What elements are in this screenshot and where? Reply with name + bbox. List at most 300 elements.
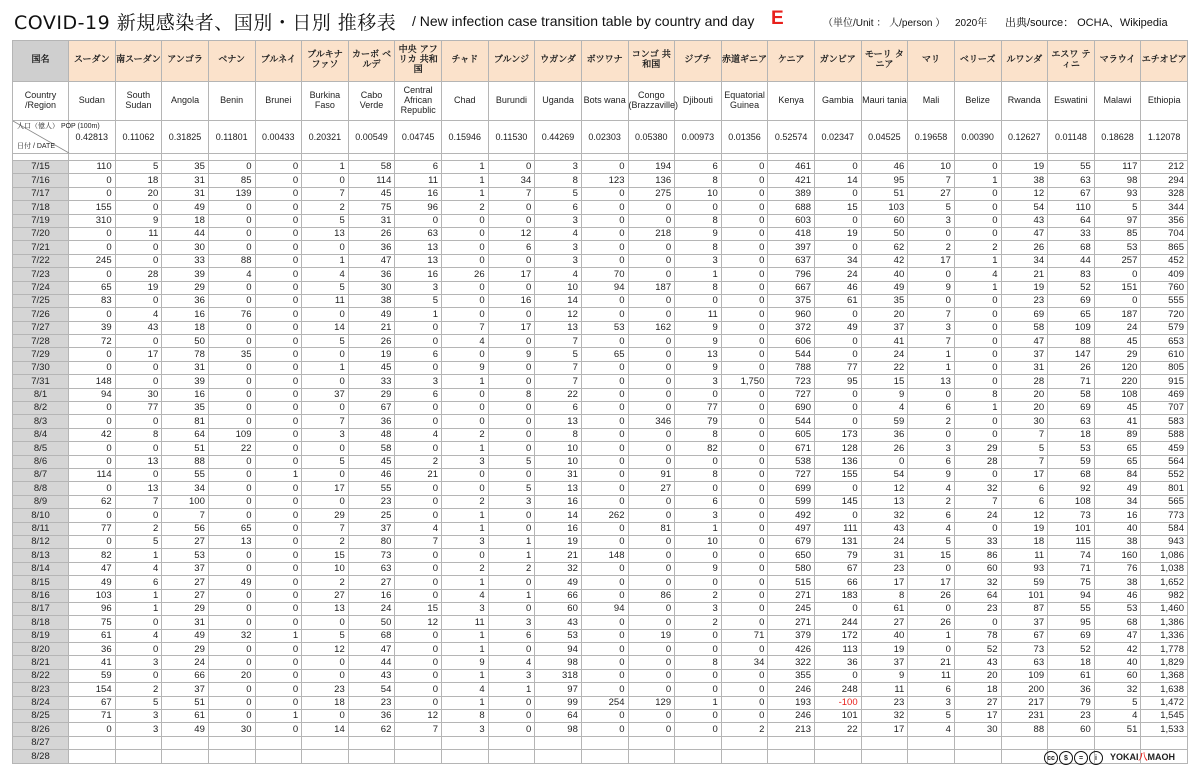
table-row (13, 736, 1188, 749)
population-23: 1.12078 (1141, 121, 1188, 154)
value-cell: 0 (115, 361, 162, 374)
value-cell: 0 (815, 308, 862, 321)
date-cell: 7/20 (13, 227, 69, 240)
value-cell: 9 (115, 214, 162, 227)
value-cell: 0 (628, 241, 675, 254)
value-cell: 0 (255, 428, 302, 441)
value-cell: 0 (675, 576, 722, 589)
value-cell: 0 (581, 522, 628, 535)
value-cell: 7 (302, 415, 349, 428)
value-cell: 271 (768, 589, 815, 602)
value-cell: 0 (488, 442, 535, 455)
value-cell: 0 (628, 308, 675, 321)
value-cell: 65 (69, 281, 116, 294)
value-cell: 0 (721, 187, 768, 200)
value-cell: 0 (69, 308, 116, 321)
value-cell: 13 (302, 602, 349, 615)
value-cell: 0 (628, 214, 675, 227)
value-cell: 36 (162, 294, 209, 307)
value-cell: 18 (1048, 428, 1095, 441)
value-cell: 0 (908, 562, 955, 575)
table-row (13, 442, 1188, 455)
value-cell: 136 (815, 455, 862, 468)
value-cell: 0 (255, 308, 302, 321)
value-cell: 71 (69, 710, 116, 723)
value-cell: 0 (721, 710, 768, 723)
value-cell: 23 (1048, 710, 1095, 723)
value-cell (162, 750, 209, 763)
value-cell (395, 736, 442, 749)
value-cell: 96 (395, 201, 442, 214)
value-cell: 101 (815, 710, 862, 723)
value-cell: 13 (302, 227, 349, 240)
value-cell: 24 (861, 348, 908, 361)
value-cell (208, 736, 255, 749)
date-cell: 8/19 (13, 629, 69, 642)
value-cell: 20 (115, 187, 162, 200)
value-cell: 17 (1001, 468, 1048, 481)
value-cell: 64 (1048, 214, 1095, 227)
value-cell: 0 (628, 428, 675, 441)
value-cell: 0 (581, 562, 628, 575)
value-cell: 18 (954, 683, 1001, 696)
table-row (13, 455, 1188, 468)
value-cell: 0 (954, 335, 1001, 348)
value-cell: 0 (675, 201, 722, 214)
value-cell: 79 (815, 549, 862, 562)
value-cell: 5 (535, 348, 582, 361)
value-cell: 0 (69, 723, 116, 736)
value-cell: 23 (348, 495, 395, 508)
value-cell: 49 (69, 576, 116, 589)
value-cell: 94 (581, 602, 628, 615)
value-cell: 0 (395, 576, 442, 589)
value-cell: 0 (395, 509, 442, 522)
value-cell (255, 736, 302, 749)
value-cell: 31 (162, 174, 209, 187)
value-cell (954, 750, 1001, 763)
value-cell: 15 (815, 201, 862, 214)
value-cell: 4 (115, 562, 162, 575)
date-cell: 7/26 (13, 308, 69, 321)
country-en-6: Cabo Verde (348, 82, 395, 121)
value-cell: 11 (302, 294, 349, 307)
value-cell: 0 (255, 174, 302, 187)
population-17: 0.04525 (861, 121, 908, 154)
value-cell: 32 (535, 562, 582, 575)
value-cell: 24 (861, 535, 908, 548)
population-row (13, 121, 1188, 154)
value-cell: 18 (162, 214, 209, 227)
value-cell: 44 (348, 656, 395, 669)
value-cell: 650 (768, 549, 815, 562)
value-cell: 3 (675, 602, 722, 615)
date-cell: 8/4 (13, 428, 69, 441)
value-cell (908, 750, 955, 763)
page-title-english: / New infection case transition table by country and day (412, 13, 755, 29)
value-cell: 0 (628, 442, 675, 455)
country-en-11: Bots wana (581, 82, 628, 121)
value-cell: 38 (1001, 174, 1048, 187)
value-cell: 19 (1001, 281, 1048, 294)
value-cell: 220 (1094, 375, 1141, 388)
date-cell: 8/6 (13, 455, 69, 468)
value-cell: 11 (395, 174, 442, 187)
value-cell: 565 (1141, 495, 1188, 508)
value-cell: 31 (861, 549, 908, 562)
value-cell: 0 (69, 455, 116, 468)
value-cell: 0 (255, 321, 302, 334)
value-cell: 47 (1001, 227, 1048, 240)
value-cell: 246 (768, 683, 815, 696)
value-cell: 0 (628, 683, 675, 696)
value-cell: 12 (395, 616, 442, 629)
value-cell: 0 (954, 187, 1001, 200)
value-cell: 0 (208, 415, 255, 428)
value-cell: 50 (348, 616, 395, 629)
value-cell: 0 (255, 669, 302, 682)
value-cell: 81 (162, 415, 209, 428)
country-en-18: Mali (908, 82, 955, 121)
value-cell: 18 (162, 321, 209, 334)
value-cell: 1 (255, 468, 302, 481)
value-cell: 271 (768, 616, 815, 629)
value-cell (1001, 750, 1048, 763)
value-cell: 28 (954, 455, 1001, 468)
country-jp-3: ベナン (208, 41, 255, 82)
value-cell: 2 (302, 201, 349, 214)
value-cell: 96 (69, 602, 116, 615)
value-cell: 0 (395, 214, 442, 227)
value-cell: 1 (442, 696, 489, 709)
value-cell: 194 (628, 161, 675, 174)
value-cell: 0 (908, 428, 955, 441)
value-cell: 39 (162, 375, 209, 388)
value-cell: 0 (302, 616, 349, 629)
value-cell: 0 (628, 294, 675, 307)
value-cell: 58 (348, 442, 395, 455)
value-cell: 915 (1141, 375, 1188, 388)
value-cell: 78 (954, 629, 1001, 642)
value-cell: 5 (1094, 696, 1141, 709)
value-cell: 7 (302, 522, 349, 535)
value-cell: 27 (302, 589, 349, 602)
value-cell: 38 (1094, 535, 1141, 548)
value-cell: 76 (208, 308, 255, 321)
value-cell: 193 (768, 696, 815, 709)
value-cell: 699 (768, 482, 815, 495)
value-cell: 0 (488, 428, 535, 441)
value-cell: 8 (675, 656, 722, 669)
value-cell: 17 (302, 482, 349, 495)
date-cell: 8/11 (13, 522, 69, 535)
value-cell: 21 (1001, 268, 1048, 281)
country-en-2: Angola (162, 82, 209, 121)
value-cell: 2 (488, 562, 535, 575)
value-cell: 52 (954, 643, 1001, 656)
value-cell: -100 (815, 696, 862, 709)
value-cell: 7 (908, 335, 955, 348)
value-cell: 0 (302, 241, 349, 254)
value-cell: 6 (535, 201, 582, 214)
value-cell: 603 (768, 214, 815, 227)
value-cell: 35 (162, 161, 209, 174)
value-cell: 244 (815, 616, 862, 629)
value-cell: 0 (581, 535, 628, 548)
value-cell: 4 (442, 683, 489, 696)
value-cell (861, 750, 908, 763)
value-cell: 0 (395, 696, 442, 709)
value-cell: 2 (954, 241, 1001, 254)
value-cell: 0 (255, 214, 302, 227)
value-cell: 245 (768, 602, 815, 615)
population-16: 0.02347 (815, 121, 862, 154)
value-cell: 310 (69, 214, 116, 227)
value-cell: 0 (255, 402, 302, 415)
value-cell: 86 (628, 589, 675, 602)
value-cell: 5 (395, 294, 442, 307)
value-cell: 0 (628, 268, 675, 281)
value-cell: 0 (395, 549, 442, 562)
value-cell: 727 (768, 468, 815, 481)
value-cell: 0 (302, 468, 349, 481)
country-en-1: South Sudan (115, 82, 162, 121)
value-cell: 187 (1094, 308, 1141, 321)
value-cell: 0 (69, 187, 116, 200)
value-cell: 109 (208, 428, 255, 441)
value-cell: 538 (768, 455, 815, 468)
value-cell: 18 (302, 696, 349, 709)
table-row (13, 643, 1188, 656)
country-jp-4: ブルネイ (255, 41, 302, 82)
value-cell: 12 (1001, 187, 1048, 200)
value-cell: 30 (1001, 415, 1048, 428)
value-cell: 42 (861, 254, 908, 267)
value-cell: 53 (535, 629, 582, 642)
value-cell: 13 (115, 482, 162, 495)
value-cell: 29 (162, 281, 209, 294)
value-cell: 0 (488, 415, 535, 428)
value-cell: 0 (255, 281, 302, 294)
corner-jp: 国名 (13, 41, 69, 82)
population-20: 0.12627 (1001, 121, 1048, 154)
value-cell: 0 (442, 468, 489, 481)
value-cell: 56 (162, 522, 209, 535)
value-cell: 15 (395, 602, 442, 615)
value-cell: 0 (954, 214, 1001, 227)
value-cell: 0 (721, 308, 768, 321)
value-cell: 248 (815, 683, 862, 696)
value-cell: 688 (768, 201, 815, 214)
value-cell: 0 (675, 710, 722, 723)
value-cell: 0 (255, 482, 302, 495)
value-cell: 0 (115, 254, 162, 267)
value-cell: 0 (954, 428, 1001, 441)
value-cell: 418 (768, 227, 815, 240)
value-cell: 2 (908, 415, 955, 428)
value-cell: 61 (162, 710, 209, 723)
population-7: 0.04745 (395, 121, 442, 154)
cc-symbol-icon: cc (1044, 751, 1058, 765)
value-cell: 0 (721, 576, 768, 589)
value-cell (675, 736, 722, 749)
value-cell: 6 (675, 161, 722, 174)
value-cell: 218 (628, 227, 675, 240)
country-jp-14: 赤道ギニア (721, 41, 768, 82)
value-cell: 605 (768, 428, 815, 441)
value-cell: 19 (535, 535, 582, 548)
value-cell: 8 (442, 710, 489, 723)
value-cell: 8 (675, 281, 722, 294)
value-cell: 0 (395, 321, 442, 334)
value-cell: 0 (581, 161, 628, 174)
value-cell: 34 (721, 656, 768, 669)
value-cell: 0 (69, 241, 116, 254)
value-cell: 200 (1001, 683, 1048, 696)
value-cell: 0 (675, 294, 722, 307)
value-cell: 3 (535, 214, 582, 227)
pop-label: 人口（億人） POP (100m) (17, 123, 100, 130)
value-cell: 63 (395, 227, 442, 240)
value-cell: 52 (1048, 281, 1095, 294)
value-cell: 4 (442, 335, 489, 348)
value-cell: 12 (861, 482, 908, 495)
value-cell: 13 (115, 455, 162, 468)
value-cell: 16 (162, 308, 209, 321)
population-21: 0.01148 (1048, 121, 1095, 154)
value-cell: 0 (628, 388, 675, 401)
value-cell: 77 (815, 361, 862, 374)
date-cell: 7/17 (13, 187, 69, 200)
value-cell: 173 (815, 428, 862, 441)
value-cell: 16 (162, 388, 209, 401)
value-cell: 61 (861, 602, 908, 615)
table-row (13, 321, 1188, 334)
value-cell: 0 (581, 335, 628, 348)
country-en-20: Rwanda (1001, 82, 1048, 121)
value-cell: 0 (721, 468, 768, 481)
date-cell: 8/23 (13, 683, 69, 696)
value-cell: 0 (581, 723, 628, 736)
corner-en: Country /Region (13, 82, 69, 121)
value-cell: 0 (721, 442, 768, 455)
date-cell: 8/27 (13, 736, 69, 749)
table-row (13, 656, 1188, 669)
value-cell: 1,086 (1141, 549, 1188, 562)
value-cell: 79 (1048, 696, 1095, 709)
value-cell: 0 (954, 201, 1001, 214)
value-cell: 59 (1048, 455, 1095, 468)
value-cell: 63 (1048, 415, 1095, 428)
value-cell: 86 (954, 549, 1001, 562)
value-cell: 13 (535, 415, 582, 428)
value-cell: 75 (69, 616, 116, 629)
value-cell: 8 (861, 589, 908, 602)
value-cell: 0 (721, 227, 768, 240)
value-cell: 0 (908, 602, 955, 615)
table-row (13, 361, 1188, 374)
value-cell: 0 (581, 294, 628, 307)
value-cell: 25 (348, 509, 395, 522)
value-cell: 12 (302, 643, 349, 656)
value-cell: 1 (442, 576, 489, 589)
value-cell: 21 (535, 549, 582, 562)
value-cell: 0 (581, 187, 628, 200)
value-cell: 85 (208, 174, 255, 187)
value-cell: 3 (675, 509, 722, 522)
value-cell: 1 (115, 589, 162, 602)
value-cell: 49 (162, 723, 209, 736)
date-cell: 8/5 (13, 442, 69, 455)
value-cell: 34 (1094, 495, 1141, 508)
value-cell: 68 (1048, 468, 1095, 481)
value-cell (348, 750, 395, 763)
value-cell: 1 (442, 442, 489, 455)
value-cell: 0 (628, 669, 675, 682)
value-cell: 28 (1001, 375, 1048, 388)
value-cell (115, 736, 162, 749)
value-cell: 4 (442, 589, 489, 602)
source-label: 出典/source： OCHA、Wikipedia (1005, 17, 1168, 29)
country-en-21: Eswatini (1048, 82, 1095, 121)
value-cell: 4 (535, 268, 582, 281)
value-cell: 11 (442, 616, 489, 629)
value-cell: 0 (488, 281, 535, 294)
value-cell: 154 (69, 683, 116, 696)
value-cell: 60 (954, 562, 1001, 575)
table-row (13, 750, 1188, 763)
value-cell: 27 (162, 576, 209, 589)
value-cell: 79 (675, 415, 722, 428)
country-en-13: Djibouti (675, 82, 722, 121)
value-cell: 580 (768, 562, 815, 575)
date-cell: 7/28 (13, 335, 69, 348)
value-cell: 0 (208, 616, 255, 629)
value-cell: 27 (628, 482, 675, 495)
value-cell: 9 (675, 361, 722, 374)
value-cell: 15 (302, 549, 349, 562)
value-cell: 58 (348, 161, 395, 174)
value-cell: 0 (581, 375, 628, 388)
date-cell: 7/23 (13, 268, 69, 281)
value-cell: 5 (1094, 201, 1141, 214)
value-cell: 65 (208, 522, 255, 535)
value-cell: 19 (115, 281, 162, 294)
value-cell: 51 (162, 442, 209, 455)
value-cell: 17 (861, 723, 908, 736)
country-jp-6: カーボ ベルデ (348, 41, 395, 82)
value-cell: 0 (815, 161, 862, 174)
date-cell: 8/28 (13, 750, 69, 763)
value-cell: 76 (1094, 562, 1141, 575)
value-cell: 37 (162, 562, 209, 575)
value-cell: 11 (675, 308, 722, 321)
value-cell: 3 (442, 455, 489, 468)
value-cell: 5 (302, 214, 349, 227)
value-cell: 0 (581, 683, 628, 696)
value-cell: 14 (302, 321, 349, 334)
table-row (13, 241, 1188, 254)
value-cell: 0 (954, 321, 1001, 334)
value-cell: 0 (815, 602, 862, 615)
date-cell: 8/13 (13, 549, 69, 562)
value-cell: 47 (348, 643, 395, 656)
value-cell: 101 (1001, 589, 1048, 602)
population-22: 0.18628 (1094, 121, 1141, 154)
value-cell: 37 (1001, 616, 1048, 629)
value-cell: 2 (721, 723, 768, 736)
value-cell: 0 (488, 710, 535, 723)
